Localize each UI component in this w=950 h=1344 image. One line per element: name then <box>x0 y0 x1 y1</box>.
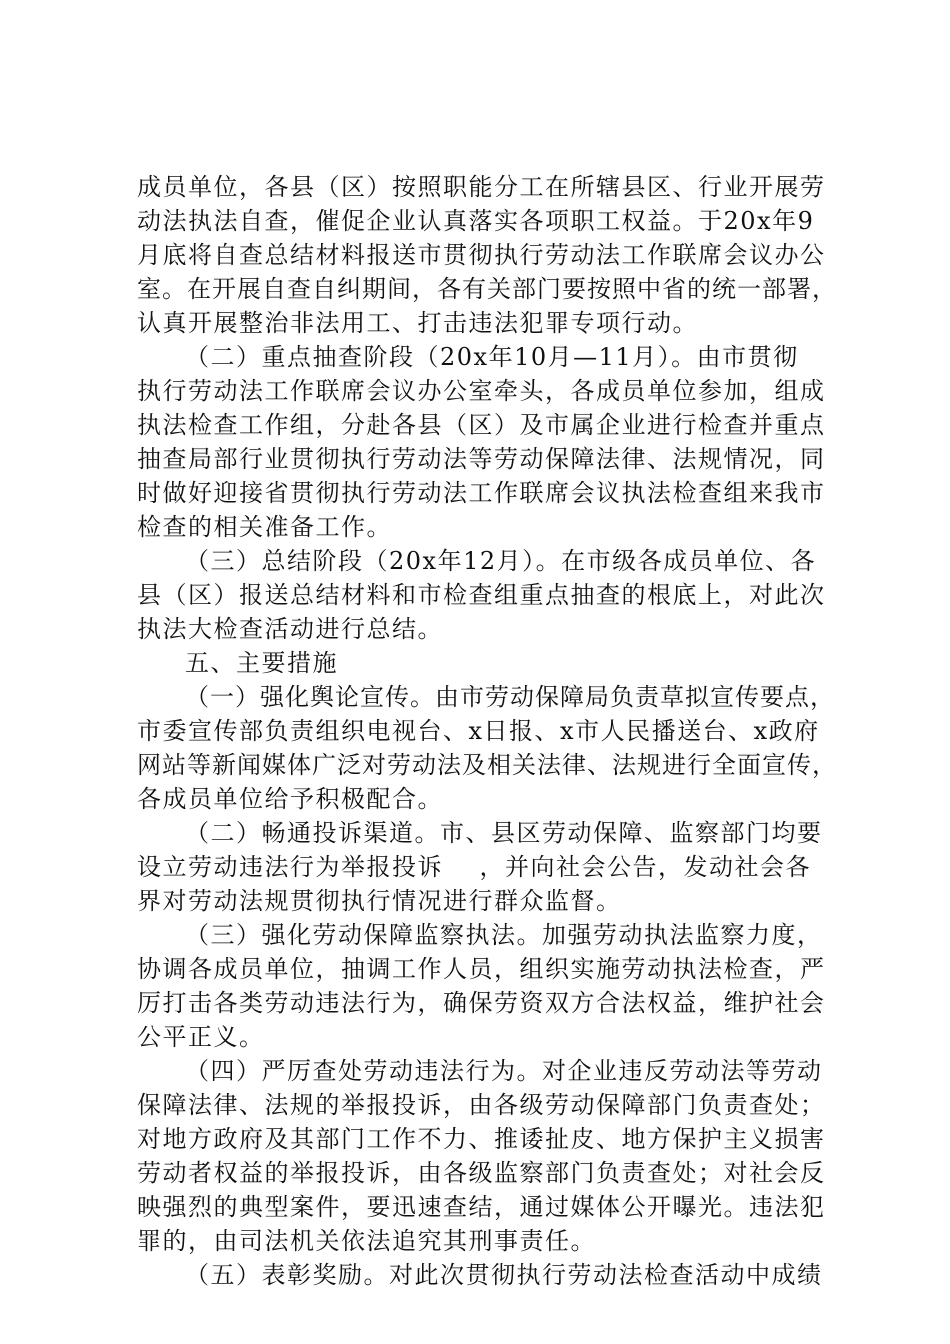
text-line: 月底将自查总结材料报送市贯彻执行劳动法工作联席会议办公 <box>137 241 826 269</box>
text-line: 各成员单位给予积极配合。 <box>137 785 443 813</box>
text-line: 动法执法自查，催促企业认真落实各项职工权益。于20x年9 <box>137 207 815 235</box>
paragraph-start-line: （四）严厉查处劳动违法行为。对企业违反劳动法等劳动 <box>185 1057 823 1085</box>
text-line: 厉打击各类劳动违法行为，确保劳资双方合法权益，维护社会 <box>137 989 826 1017</box>
text-line: 网站等新闻媒体广泛对劳动法及相关法律、法规进行全面宣传， <box>137 751 837 779</box>
paragraph-start-line: （三）总结阶段（20x年12月）。在市级各成员单位、各 <box>185 547 817 575</box>
text-line: 对地方政府及其部门工作不力、推诿扯皮、地方保护主义损害 <box>137 1125 826 1153</box>
text-line: 公平正义。 <box>137 1023 265 1051</box>
text-line: 设立劳动违法行为举报投诉 ，并向社会公告，发动社会各 <box>137 853 812 881</box>
text-line: 检查的相关准备工作。 <box>137 513 392 541</box>
text-line: 时做好迎接省贯彻执行劳动法工作联席会议执法检查组来我市 <box>137 479 826 507</box>
text-line: 保障法律、法规的举报投诉，由各级劳动保障部门负责查处； <box>137 1091 826 1119</box>
text-line: 罪的，由司法机关依法追究其刑事责任。 <box>137 1227 596 1255</box>
text-line: 劳动者权益的举报投诉，由各级监察部门负责查处；对社会反 <box>137 1159 826 1187</box>
text-line: 映强烈的典型案件，要迅速查结，通过媒体公开曝光。违法犯 <box>137 1193 826 1221</box>
paragraph-start-line: （三）强化劳动保障监察执法。加强劳动执法监察力度， <box>185 921 823 949</box>
paragraph-start-line: （五）表彰奖励。对此次贯彻执行劳动法检查活动中成绩 <box>185 1261 823 1289</box>
paragraph-start-line: （一）强化舆论宣传。由市劳动保障局负责草拟宣传要点， <box>185 683 835 711</box>
text-line: 协调各成员单位，抽调工作人员，组织实施劳动执法检查，严 <box>137 955 826 983</box>
text-line: 县（区）报送总结材料和市检查组重点抽查的根底上，对此次 <box>137 581 826 609</box>
text-line: 执法大检查活动进行总结。 <box>137 615 443 643</box>
text-line: 认真开展整治非法用工、打击违法犯罪专项行动。 <box>137 309 698 337</box>
text-line: 界对劳动法规贯彻执行情况进行群众监督。 <box>137 887 622 915</box>
paragraph-start-line: （二）畅通投诉渠道。市、县区劳动保障、监察部门均要 <box>185 819 823 847</box>
paragraph-start-line: （二）重点抽查阶段（20x年10月—11月）。由市贯彻 <box>185 343 799 371</box>
section-heading: 五、主要措施 <box>185 649 338 677</box>
text-line: 成员单位，各县（区）按照职能分工在所辖县区、行业开展劳 <box>137 173 826 201</box>
text-line: 室。在开展自查自纠期间，各有关部门要按照中省的统一部署， <box>137 275 837 303</box>
document-body <box>137 170 837 1292</box>
text-line: 市委宣传部负责组织电视台、x日报、x市人民播送台、x政府 <box>137 717 820 745</box>
text-line: 执法检查工作组，分赴各县（区）及市属企业进行检查并重点 <box>137 411 826 439</box>
text-line: 抽查局部行业贯彻执行劳动法等劳动保障法律、法规情况，同 <box>137 445 826 473</box>
text-line: 执行劳动法工作联席会议办公室牵头，各成员单位参加，组成 <box>137 377 826 405</box>
